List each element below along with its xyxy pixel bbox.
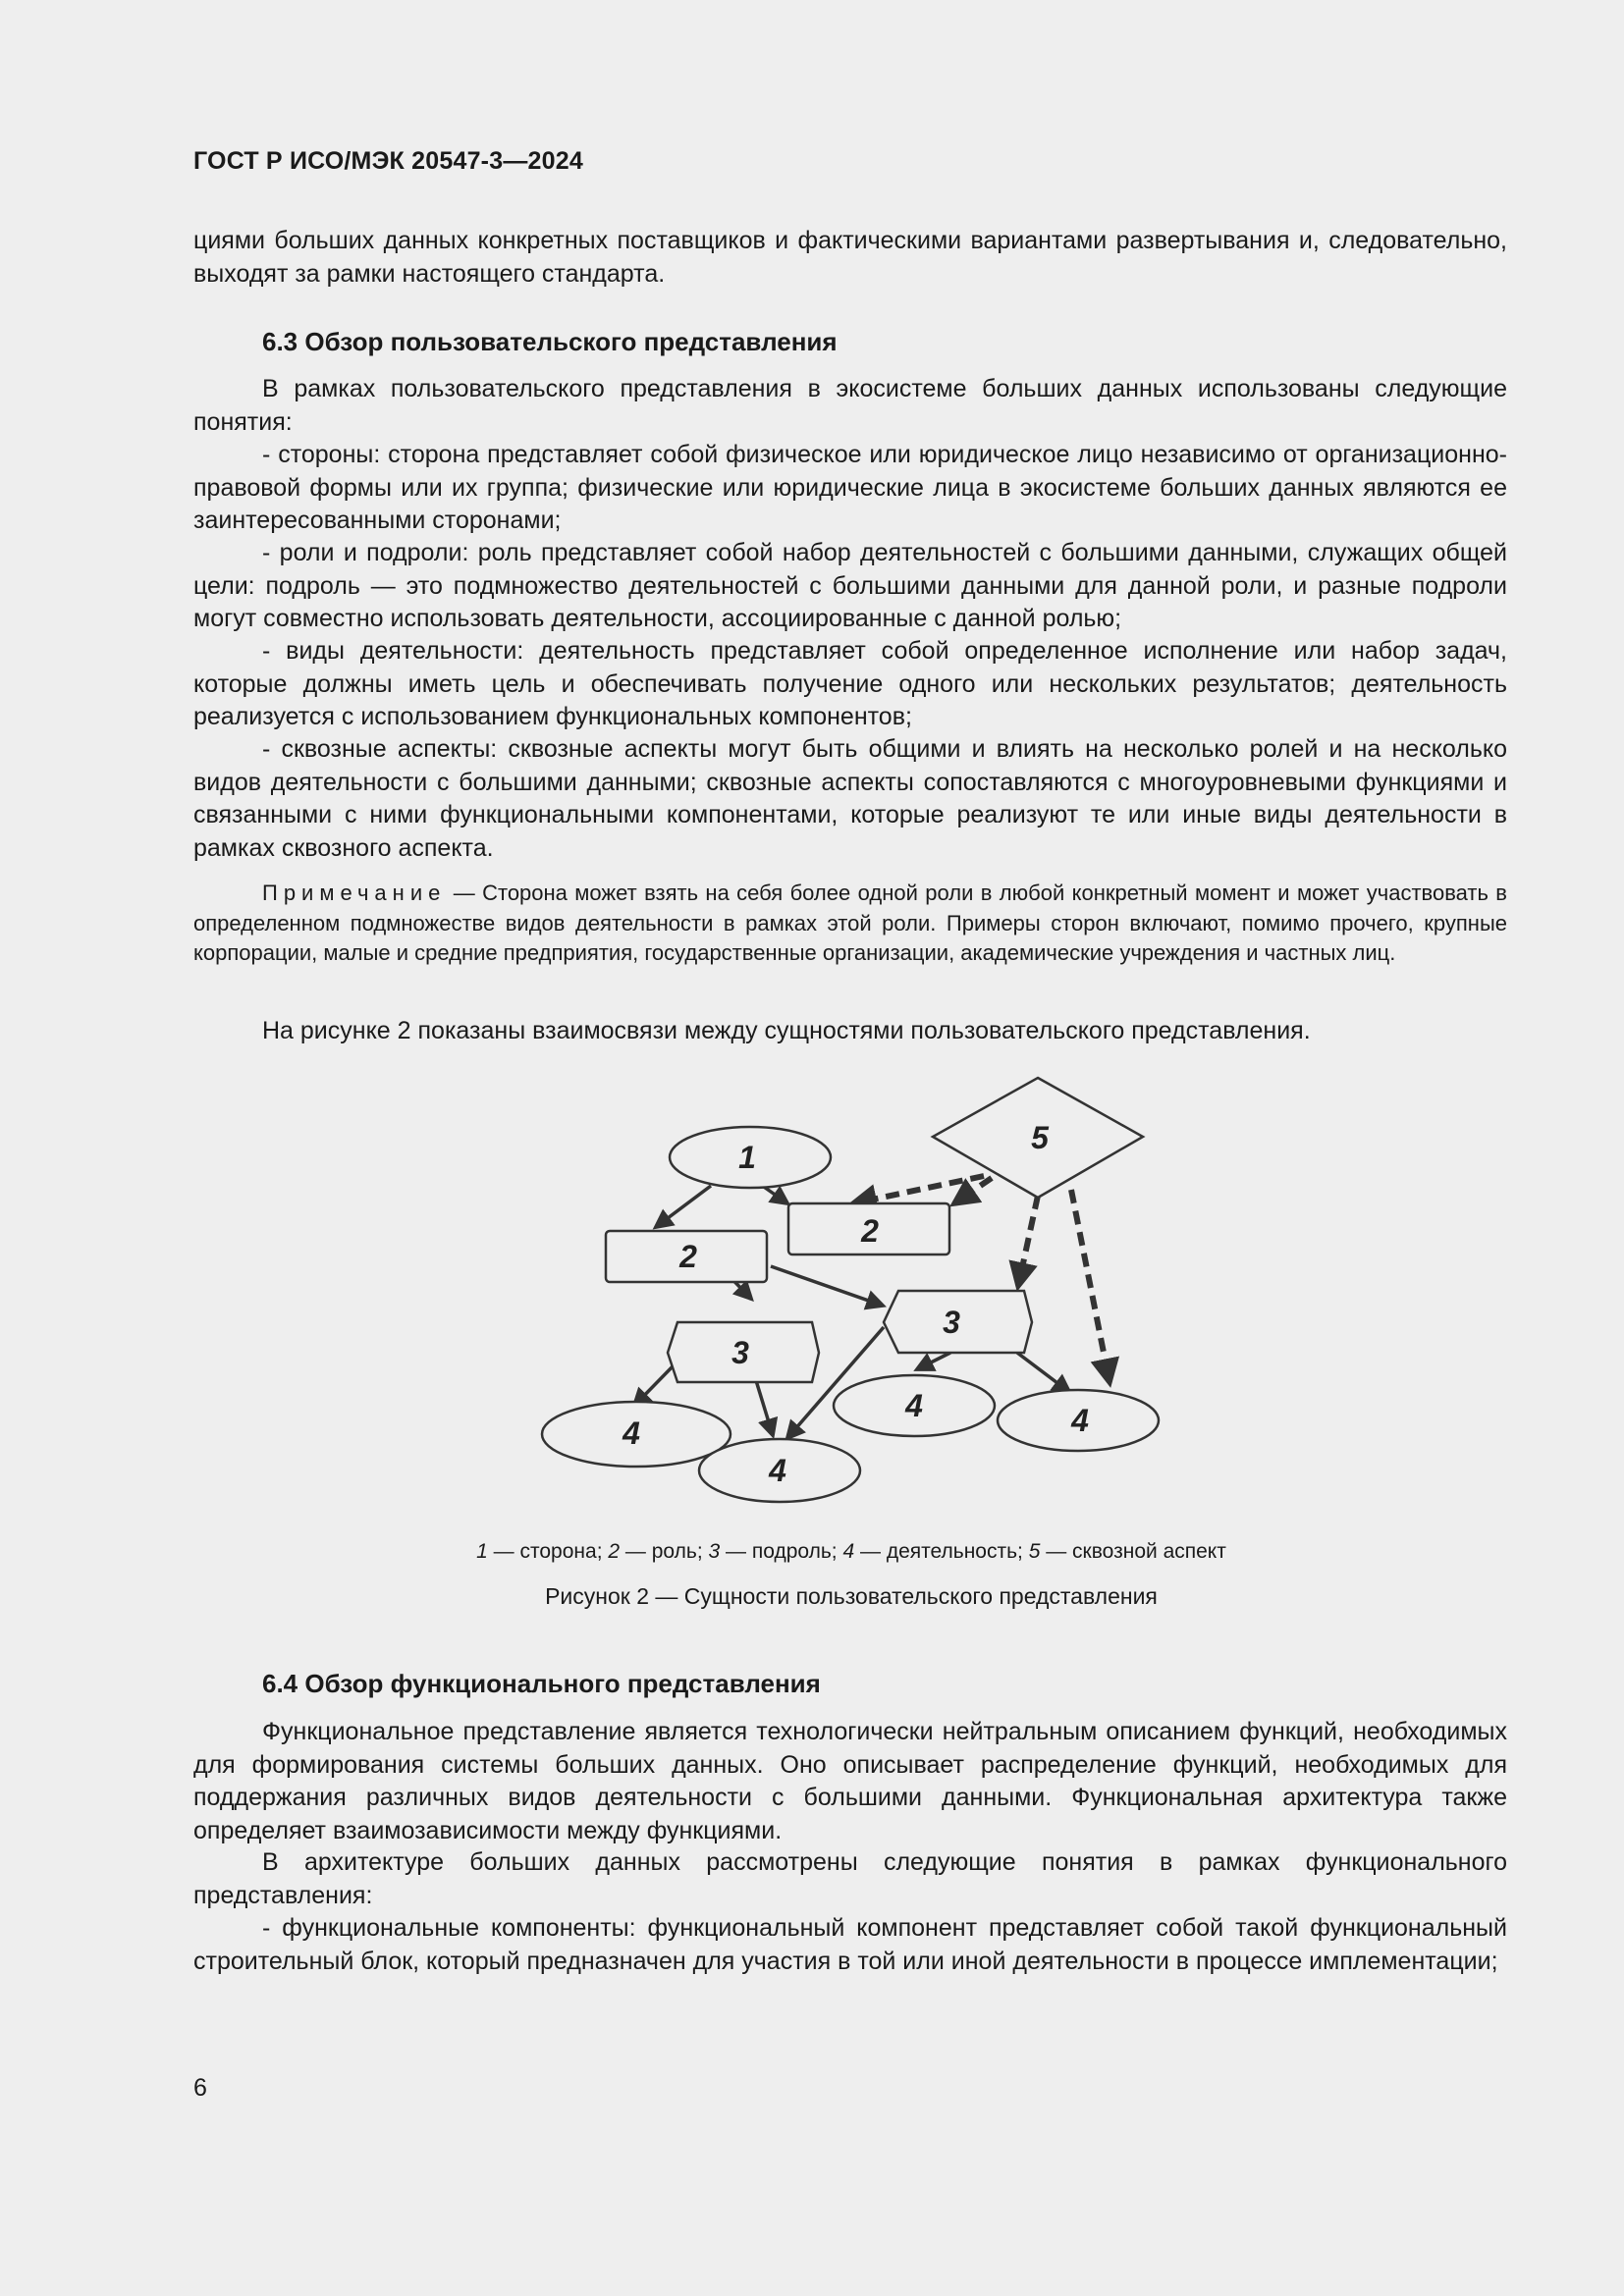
legend-num-3: 3 — [708, 1540, 721, 1563]
legend-num-1: 1 — [476, 1540, 488, 1563]
subrole-label-b: 3 — [943, 1305, 960, 1340]
activity-label-2: 4 — [769, 1453, 786, 1488]
arrow-subrole-a-to-activity-1 — [634, 1364, 675, 1406]
intro-paragraph: циями больших данных конкретных поставщиков и фактическими вариантами развертывания и, следовательно, выходят за рамки настоящего стандарта. — [193, 227, 1507, 288]
figure-caption: Рисунок 2 — Сущности пользовательского представления — [545, 1583, 1158, 1609]
section-6-4-paragraph-2: В архитектуре больших данных рассмотрены следующие понятия в рамках функционального представления: — [193, 1848, 1507, 1909]
activity-label-4: 4 — [1071, 1403, 1089, 1438]
figure-2-diagram — [530, 1070, 1168, 1512]
legend-num-2: 2 — [608, 1540, 621, 1563]
dashed-arrow-aspect-to-activity — [1071, 1190, 1110, 1382]
legend-text-3: — подроль; — [720, 1540, 843, 1563]
legend-text-1: — сторона; — [487, 1540, 609, 1563]
section-6-3-paragraph: В рамках пользовательского представления в экосистеме больших данных использованы следующие понятия: — [193, 375, 1507, 436]
aspect-label: 5 — [1031, 1120, 1049, 1155]
legend-text-4: — деятельность; — [854, 1540, 1029, 1563]
arrow-subrole-b-to-activity-3 — [917, 1353, 950, 1369]
section-6-3-heading: 6.3 Обзор пользовательского представления — [262, 327, 838, 356]
arrow-party-to-role-a — [656, 1186, 711, 1227]
subrole-label-a: 3 — [731, 1335, 749, 1370]
note-text: — Сторона может взять на себя более одной роли в любой конкретный момент и может участвовать в определенном подмножестве видов деятельности в рамках этой роли. Примеры сторон включают, помимо прочего, крупные корпорации, малые и средние предприятия, государственные организации, академические учреждения и частных лиц. — [193, 881, 1507, 965]
party-label: 1 — [738, 1140, 756, 1175]
section-6-4-paragraph-1: Функциональное представление является технологически нейтральным описанием функций, необходимых для формирования системы больших данных. Оно описывает распределение функций, необходимых для поддержания различных видов деятельности с большими данными. Функциональная архитектура также определяет взаимозависимости между функциями. — [193, 1718, 1507, 1844]
legend-text-5: — сквозной аспект — [1040, 1540, 1226, 1563]
section-6-3-item-parties: - стороны: сторона представляет собой физическое или юридическое лицо независимо от организационно-правовой формы или их группа; физические или юридические лица в экосистеме больших данных являются ее заинтересованными сторонами; — [193, 441, 1507, 534]
dashed-arrow-aspect-to-subrole — [1018, 1196, 1038, 1286]
figure-reference-paragraph: На рисунке 2 показаны взаимосвязи между сущностями пользовательского представления. — [262, 1017, 1311, 1044]
figure-legend — [0, 1540, 1624, 1564]
activity-label-1: 4 — [623, 1415, 640, 1451]
activity-label-3: 4 — [905, 1388, 923, 1423]
arrow-subrole-b-to-activity-4 — [1017, 1353, 1069, 1392]
arrow-role-to-subrole-b — [771, 1266, 883, 1306]
section-6-4-item-components: - функциональные компоненты: функциональный компонент представляет собой такой функциональный строительный блок, который предназначен для участия в той или иной деятельности в процессе имплементации; — [193, 1914, 1507, 1975]
document-header: ГОСТ Р ИСО/МЭК 20547-3—2024 — [193, 147, 583, 175]
page-number: 6 — [193, 2074, 207, 2102]
role-label-a: 2 — [679, 1239, 697, 1274]
section-6-3-item-aspects: - сквозные аспекты: сквозные аспекты могут быть общими и влиять на несколько ролей и на несколько видов деятельности с большими данными; сквозные аспекты сопоставляются с многоуровневыми функциями и связанными с ними функциональными компонентами, которые реализуют те или иные виды деятельности в рамках сквозного аспекта. — [193, 735, 1507, 862]
note-label: Примечание — [262, 881, 447, 905]
note-paragraph — [193, 879, 1507, 969]
legend-num-5: 5 — [1028, 1540, 1041, 1563]
section-6-3-item-roles: - роли и подроли: роль представляет собой набор деятельностей с большими данными, служащих общей цели: подроль — это подмножество деятельностей с большими данными для данной роли, и разные подроли могут совместно использовать деятельности, ассоциированные с данной ролью; — [193, 539, 1507, 632]
role-label-b: 2 — [861, 1213, 879, 1249]
legend-text-2: — роль; — [620, 1540, 709, 1563]
legend-num-4: 4 — [842, 1540, 855, 1563]
section-6-3-item-activities: - виды деятельности: деятельность представляет собой определенное исполнение или набор задач, которые должны иметь цель и обеспечивать получение одного или нескольких результатов; деятельность реализуется с использованием функциональных компонентов; — [193, 637, 1507, 730]
section-6-4-heading: 6.4 Обзор функционального представления — [262, 1669, 821, 1698]
